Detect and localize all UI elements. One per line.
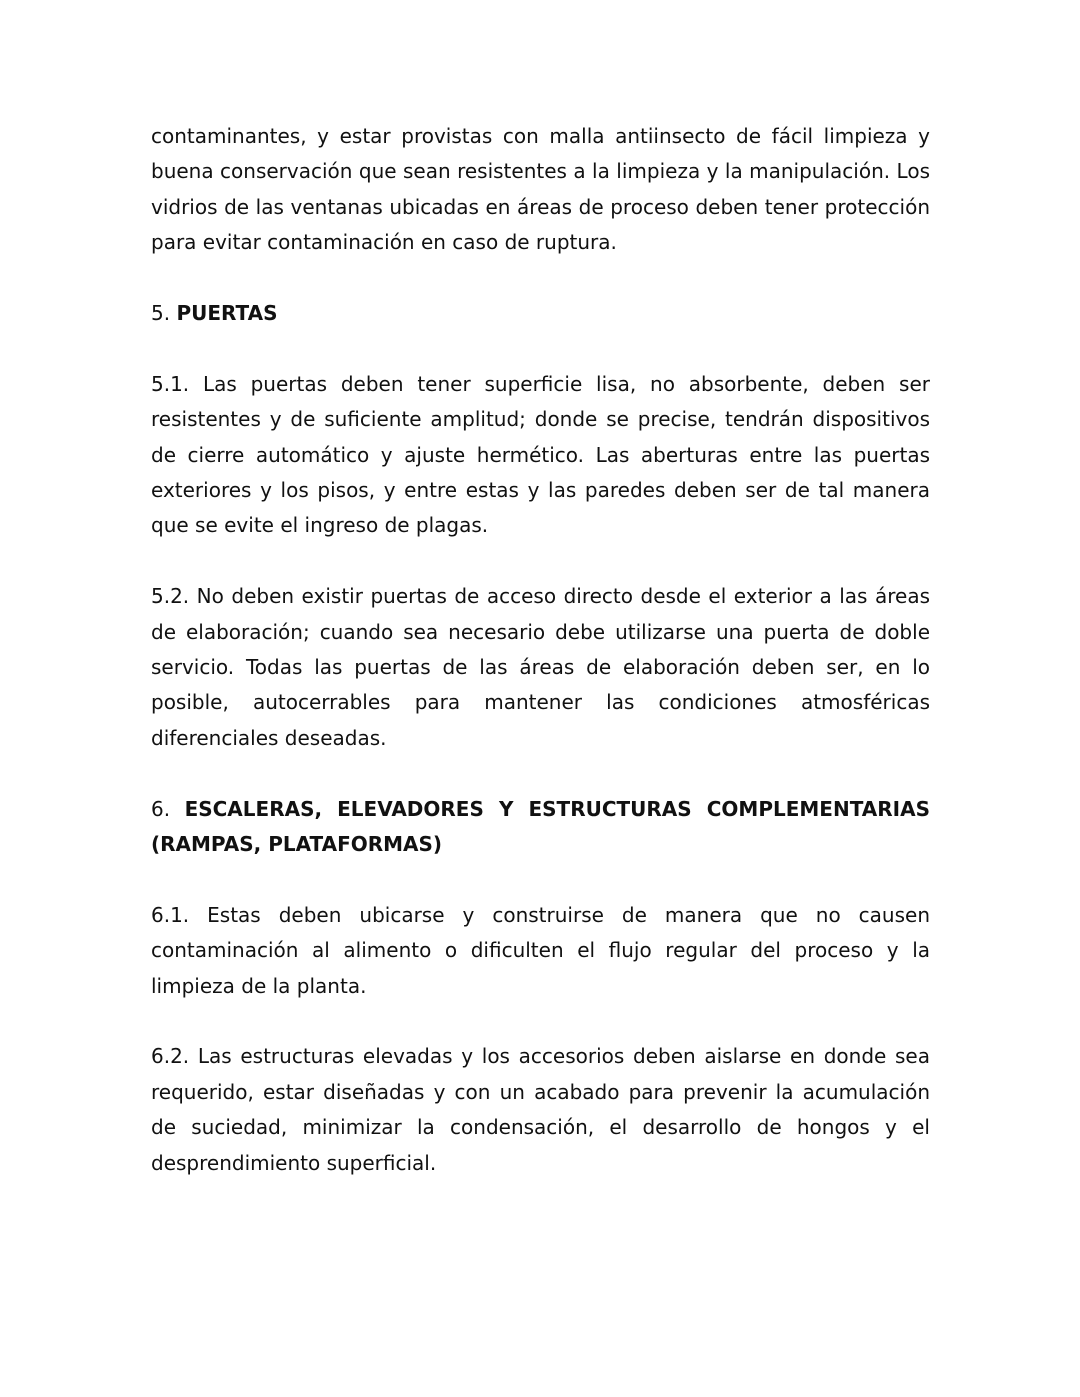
section-5-title: PUERTAS bbox=[176, 301, 278, 326]
section-6-2-paragraph: 6.2. Las estructuras elevadas y los accesorios deben aislarse en donde sea requerido, estar diseñadas y con un acabado para prevenir la acumulación de suciedad, minimizar la condensación, el desarrollo de hongos y el desprendimiento superficial. bbox=[151, 1044, 930, 1175]
section-5-1-paragraph: 5.1. Las puertas deben tener superficie lisa, no absorbente, deben ser resistentes y de suficiente amplitud; donde se precise, tendrán dispositivos de cierre automático y ajuste hermético. Las aberturas entre las puertas exteriores y los pisos, y entre estas y las paredes deben ser de tal manera que se evite el ingreso de plagas. bbox=[151, 371, 930, 538]
section-6-number: 6. bbox=[151, 796, 171, 821]
section-6-heading bbox=[151, 792, 930, 863]
document-page bbox=[151, 119, 930, 1181]
section-5-number: 5. bbox=[151, 301, 171, 326]
section-6-title: ESCALERAS, ELEVADORES Y ESTRUCTURAS COMPLEMENTARIAS (RAMPAS, PLATAFORMAS) bbox=[151, 796, 930, 857]
section-5-heading bbox=[151, 296, 930, 331]
section-5-2-paragraph: 5.2. No deben existir puertas de acceso directo desde el exterior a las áreas de elaboración; cuando sea necesario debe utilizarse una puerta de doble servicio. Todas las puertas de las áreas de elaboración deben ser, en lo posible, autocerrables para mantener las condiciones atmosféricas diferenciales deseadas. bbox=[151, 584, 930, 750]
intro-paragraph: contaminantes, y estar provistas con malla antiinsecto de fácil limpieza y buena conservación que sean resistentes a la limpieza y la manipulación. Los vidrios de las ventanas ubicadas en áreas de proceso deben tener protección para evitar contaminación en caso de ruptura. bbox=[151, 124, 930, 255]
section-6-1-paragraph: 6.1. Estas deben ubicarse y construirse de manera que no causen contaminación al alimento o dificulten el flujo regular del proceso y la limpieza de la planta. bbox=[151, 902, 930, 998]
